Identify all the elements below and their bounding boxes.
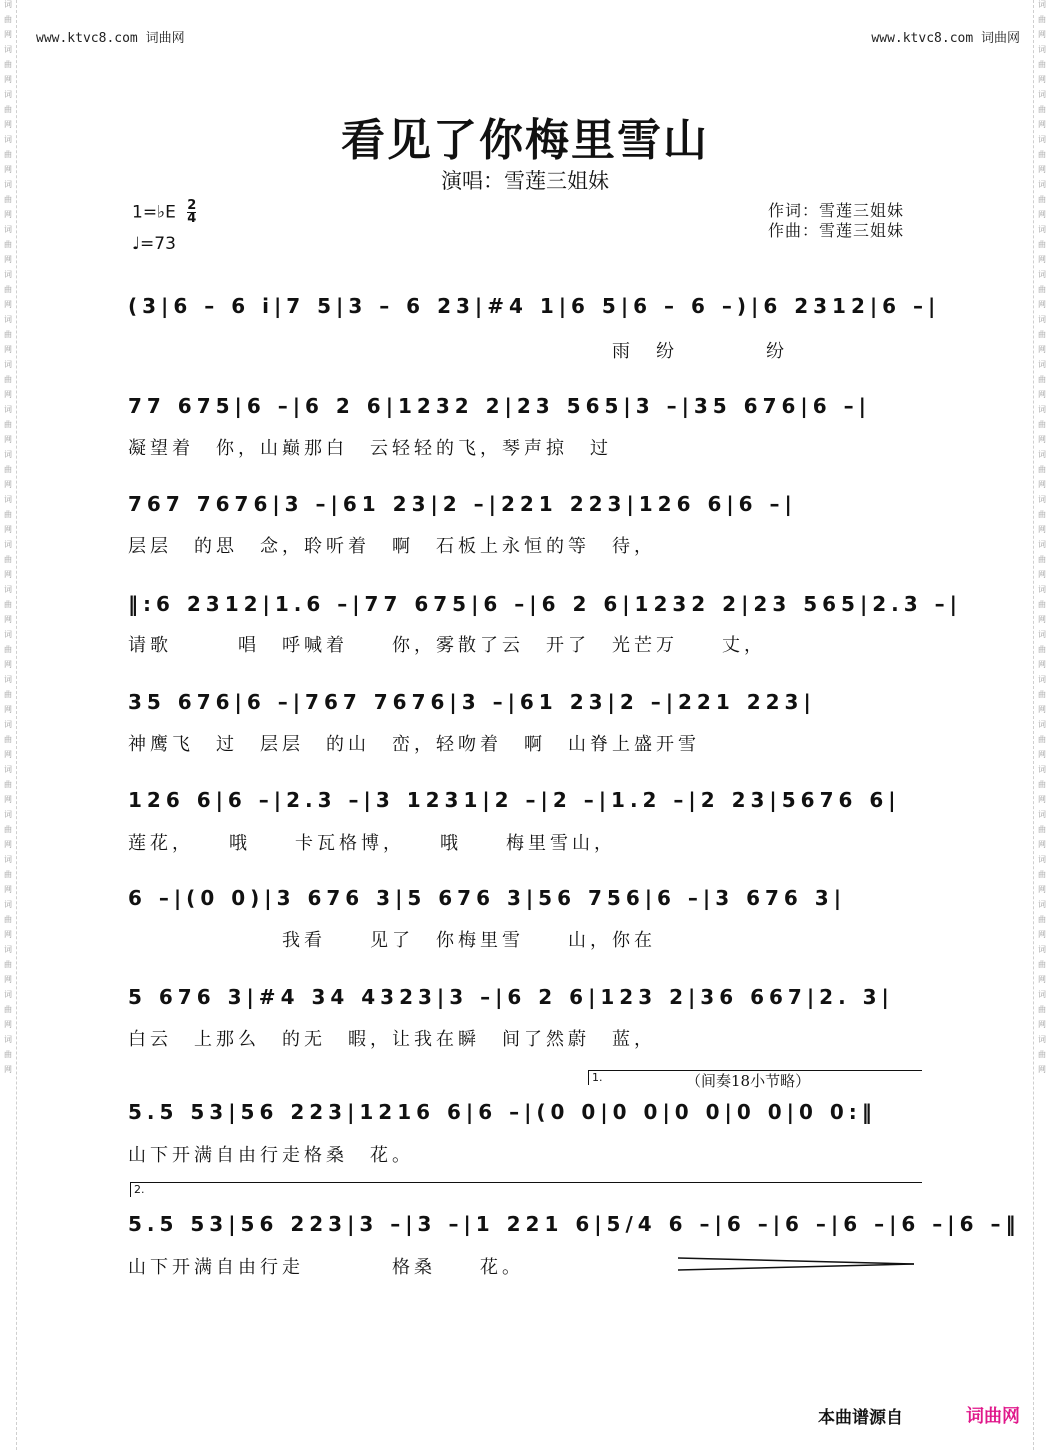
- score-line-9: 5.5 53|56 223|1216 6|6 –|(0 0|0 0|0 0|0 0|0 0:‖: [128, 1100, 877, 1124]
- score-line-7: 6 –|(0 0)|3 676 3|5 676 3|56 756|6 –|3 676 3|: [128, 886, 847, 910]
- lyric-line-10: 山下开满自由行走 格桑 花。: [128, 1257, 524, 1278]
- side-watermark-char: 曲: [4, 375, 12, 384]
- side-watermark-char: 曲: [1038, 1005, 1046, 1014]
- side-watermark-char: 曲: [1038, 600, 1046, 609]
- side-watermark-char: 曲: [4, 645, 12, 654]
- second-ending-bracket: [130, 1182, 922, 1197]
- side-watermark-char: 网: [1038, 210, 1046, 219]
- side-watermark-char: 曲: [1038, 555, 1046, 564]
- side-watermark-char: 网: [1038, 750, 1046, 759]
- side-watermark-char: 网: [4, 75, 12, 84]
- side-watermark-char: 网: [1038, 255, 1046, 264]
- lyric-line-3: 层层 的思 念，聆听着 啊 石板上永恒的等 待，: [128, 536, 656, 557]
- side-watermark-char: 曲: [1038, 105, 1046, 114]
- side-watermark-char: 网: [1038, 300, 1046, 309]
- song-singer: 演唱：雪莲三姐妹: [441, 169, 609, 193]
- lyric-line-4: 请歌 唱 呼喊着 你，雾散了云 开了 光芒万 丈，: [128, 635, 766, 656]
- side-watermark-char: 网: [1038, 840, 1046, 849]
- side-watermark-char: 曲: [1038, 330, 1046, 339]
- side-watermark-char: 词: [4, 270, 12, 279]
- side-watermark-char: 曲: [4, 870, 12, 879]
- footer-brand-link[interactable]: 词曲网: [966, 1406, 1020, 1427]
- side-watermark-char: 网: [4, 300, 12, 309]
- side-watermark-char: 网: [1038, 435, 1046, 444]
- side-watermark-char: 网: [4, 840, 12, 849]
- side-watermark-char: 曲: [1038, 645, 1046, 654]
- side-watermark-char: 曲: [4, 240, 12, 249]
- time-bottom: 4: [187, 211, 197, 226]
- side-watermark-char: 词: [1038, 720, 1046, 729]
- side-watermark-char: 网: [1038, 30, 1046, 39]
- lyric-line-7: 我看 见了 你梅里雪 山，你在: [128, 930, 656, 951]
- side-watermark-char: 曲: [1038, 420, 1046, 429]
- side-watermark-char: 词: [1038, 225, 1046, 234]
- score-line-1: (3|6 – 6 i|7 5|3 – 6 23|#4 1|6 5|6 – 6 –)|6 2312|6 –|: [128, 294, 941, 318]
- side-watermark-char: 词: [4, 135, 12, 144]
- side-watermark-char: 曲: [4, 420, 12, 429]
- side-watermark-char: 词: [1038, 360, 1046, 369]
- side-watermark-char: 曲: [4, 510, 12, 519]
- side-watermark-char: 曲: [1038, 735, 1046, 744]
- side-watermark-char: 词: [4, 0, 12, 9]
- side-watermark-char: 网: [4, 435, 12, 444]
- side-watermark-char: 网: [4, 525, 12, 534]
- score-line-3: 767 7676|3 –|61 23|2 –|221 223|126 6|6 –|: [128, 492, 797, 516]
- side-watermark-char: 词: [1038, 405, 1046, 414]
- side-watermark-char: 词: [1038, 180, 1046, 189]
- first-ending-label: 1.: [592, 1071, 603, 1084]
- side-watermark-char: 网: [1038, 165, 1046, 174]
- composer-credit: 作曲：雪莲三姐妹: [768, 221, 905, 240]
- side-watermark-char: 曲: [1038, 690, 1046, 699]
- side-watermark-char: 曲: [1038, 465, 1046, 474]
- interlude-note: （间奏18小节略）: [686, 1072, 811, 1090]
- side-watermark-char: 曲: [1038, 915, 1046, 924]
- side-watermark-char: 词: [4, 225, 12, 234]
- side-watermark-char: 词: [1038, 270, 1046, 279]
- side-watermark-char: 曲: [4, 1050, 12, 1059]
- side-watermark-char: 曲: [1038, 825, 1046, 834]
- side-watermark-char: 曲: [4, 600, 12, 609]
- side-watermark-char: 网: [1038, 1020, 1046, 1029]
- side-watermark-char: 网: [1038, 1065, 1046, 1074]
- side-watermark-char: 词: [1038, 0, 1046, 9]
- side-watermark-char: 网: [1038, 345, 1046, 354]
- side-watermark-char: 词: [1038, 450, 1046, 459]
- side-watermark-char: 词: [1038, 90, 1046, 99]
- lyric-line-9: 山下开满自由行走格桑 花。: [128, 1145, 414, 1166]
- side-watermark-char: 词: [4, 720, 12, 729]
- side-watermark-char: 网: [4, 1065, 12, 1074]
- side-watermark-char: 网: [1038, 930, 1046, 939]
- side-watermark-char: 词: [1038, 495, 1046, 504]
- side-watermark-char: 词: [1038, 765, 1046, 774]
- key-label: 1=♭E: [132, 202, 176, 223]
- side-watermark-char: 网: [4, 345, 12, 354]
- side-watermark-char: 词: [1038, 315, 1046, 324]
- side-watermark-char: 词: [4, 945, 12, 954]
- side-watermark-char: 词: [1038, 900, 1046, 909]
- side-watermark-char: 词: [4, 585, 12, 594]
- side-watermark-char: 曲: [4, 285, 12, 294]
- side-watermark-char: 词: [4, 675, 12, 684]
- side-watermark-char: 网: [4, 795, 12, 804]
- side-watermark-char: 曲: [4, 465, 12, 474]
- side-watermark-char: 网: [1038, 570, 1046, 579]
- side-watermark-char: 曲: [4, 690, 12, 699]
- side-watermark-char: 曲: [1038, 1050, 1046, 1059]
- side-watermark-char: 词: [4, 765, 12, 774]
- side-watermark-char: 词: [4, 1035, 12, 1044]
- score-line-4: ‖:6 2312|1.6 –|77 675|6 –|6 2 6|1232 2|23 565|2.3 –|: [128, 592, 962, 616]
- side-watermark-char: 词: [1038, 540, 1046, 549]
- side-watermark-char: 网: [4, 885, 12, 894]
- side-watermark-char: 词: [4, 855, 12, 864]
- side-watermark-char: 词: [4, 990, 12, 999]
- side-watermark-char: 曲: [1038, 285, 1046, 294]
- side-watermark-char: 词: [4, 450, 12, 459]
- tempo-mark: ♩=73: [132, 234, 176, 254]
- side-watermark-char: 词: [4, 630, 12, 639]
- side-watermark-char: 曲: [4, 780, 12, 789]
- side-watermark-char: 曲: [4, 825, 12, 834]
- side-watermark-char: 网: [4, 255, 12, 264]
- side-watermark-char: 网: [1038, 390, 1046, 399]
- side-watermark-char: 曲: [4, 15, 12, 24]
- side-watermark-char: 曲: [4, 1005, 12, 1014]
- lyric-line-8: 白云 上那么 的无 暇，让我在瞬 间了然蔚 蓝，: [128, 1029, 656, 1050]
- side-watermark-char: 网: [1038, 975, 1046, 984]
- side-watermark-char: 网: [4, 1020, 12, 1029]
- side-watermark-char: 网: [4, 750, 12, 759]
- side-watermark-char: 词: [1038, 945, 1046, 954]
- side-watermark-char: 词: [1038, 810, 1046, 819]
- score-line-6: 126 6|6 –|2.3 –|3 1231|2 –|2 –|1.2 –|2 23|5676 6|: [128, 788, 901, 812]
- side-watermark-char: 网: [4, 660, 12, 669]
- watermark-left: www.ktvc8.com 词曲网: [36, 31, 185, 46]
- side-watermark-char: 曲: [4, 60, 12, 69]
- side-watermark-char: 网: [4, 165, 12, 174]
- side-watermark-char: 网: [4, 615, 12, 624]
- side-watermark-char: 曲: [1038, 240, 1046, 249]
- side-watermark-char: 网: [4, 930, 12, 939]
- watermark-right: www.ktvc8.com 词曲网: [871, 31, 1020, 46]
- score-line-10: 5.5 53|56 223|3 –|3 –|1 221 6|5/4 6 –|6 –|6 –|6 –|6 –|6 –‖: [128, 1212, 1021, 1236]
- lyric-line-2: 凝望着 你，山巅那白 云轻轻的飞，琴声掠 过: [128, 438, 612, 459]
- time-signature: [187, 200, 196, 225]
- score-line-8: 5 676 3|#4 34 4323|3 –|6 2 6|123 2|36 667|2. 3|: [128, 985, 894, 1009]
- decrescendo-mark: [676, 1254, 916, 1274]
- side-watermark-char: 网: [4, 30, 12, 39]
- side-watermark-char: 网: [4, 975, 12, 984]
- side-watermark-char: 词: [4, 405, 12, 414]
- side-watermark-char: 网: [4, 570, 12, 579]
- side-watermark-char: 曲: [1038, 780, 1046, 789]
- side-watermark-char: 词: [1038, 45, 1046, 54]
- side-watermark-char: 曲: [4, 735, 12, 744]
- side-watermark-char: 曲: [4, 105, 12, 114]
- second-ending-label: 2.: [134, 1183, 145, 1196]
- side-watermark-char: 网: [1038, 75, 1046, 84]
- side-watermark-char: 曲: [1038, 150, 1046, 159]
- side-watermark-char: 网: [1038, 525, 1046, 534]
- side-watermark-char: 网: [1038, 120, 1046, 129]
- side-watermark-char: 网: [1038, 615, 1046, 624]
- side-watermark-char: 网: [4, 480, 12, 489]
- side-watermark-char: 词: [4, 900, 12, 909]
- side-watermark-char: 曲: [1038, 195, 1046, 204]
- song-title: 看见了你梅里雪山: [341, 115, 709, 166]
- side-watermark-char: 词: [1038, 990, 1046, 999]
- score-line-2: 77 675|6 –|6 2 6|1232 2|23 565|3 –|35 676|6 –|: [128, 394, 871, 418]
- side-watermark-char: 词: [4, 45, 12, 54]
- lyricist-credit: 作词：雪莲三姐妹: [768, 201, 905, 220]
- side-watermark-char: 曲: [1038, 15, 1046, 24]
- side-watermark-char: 词: [4, 90, 12, 99]
- lyric-line-1: 雨 纷 纷: [128, 341, 788, 362]
- side-watermark-char: 曲: [4, 960, 12, 969]
- left-watermark-strip: [0, 0, 17, 1450]
- side-watermark-char: 网: [4, 705, 12, 714]
- side-watermark-char: 曲: [4, 555, 12, 564]
- side-watermark-char: 词: [1038, 855, 1046, 864]
- side-watermark-char: 曲: [1038, 960, 1046, 969]
- side-watermark-char: 曲: [4, 195, 12, 204]
- side-watermark-char: 曲: [1038, 60, 1046, 69]
- key-signature: [132, 200, 196, 225]
- side-watermark-char: 网: [4, 210, 12, 219]
- side-watermark-char: 网: [1038, 480, 1046, 489]
- side-watermark-char: 网: [1038, 795, 1046, 804]
- side-watermark-char: 网: [1038, 885, 1046, 894]
- side-watermark-char: 词: [1038, 585, 1046, 594]
- side-watermark-char: 曲: [1038, 870, 1046, 879]
- side-watermark-char: 网: [4, 390, 12, 399]
- side-watermark-char: 词: [1038, 135, 1046, 144]
- side-watermark-char: 曲: [4, 915, 12, 924]
- side-watermark-char: 词: [4, 540, 12, 549]
- side-watermark-char: 网: [1038, 660, 1046, 669]
- side-watermark-char: 词: [1038, 675, 1046, 684]
- side-watermark-char: 曲: [4, 330, 12, 339]
- side-watermark-char: 曲: [1038, 510, 1046, 519]
- side-watermark-char: 词: [1038, 1035, 1046, 1044]
- score-line-5: 35 676|6 –|767 7676|3 –|61 23|2 –|221 223|: [128, 690, 816, 714]
- right-watermark-strip: [1033, 0, 1050, 1450]
- side-watermark-char: 网: [4, 120, 12, 129]
- side-watermark-char: 词: [1038, 630, 1046, 639]
- side-watermark-char: 网: [1038, 705, 1046, 714]
- footer-source: 本曲谱源自: [818, 1408, 903, 1428]
- lyric-line-6: 莲花， 哦 卡瓦格博， 哦 梅里雪山，: [128, 833, 616, 854]
- side-watermark-char: 曲: [4, 150, 12, 159]
- side-watermark-char: 词: [4, 810, 12, 819]
- side-watermark-char: 词: [4, 495, 12, 504]
- side-watermark-char: 曲: [1038, 375, 1046, 384]
- lyric-line-5: 神鹰飞 过 层层 的山 峦，轻吻着 啊 山脊上盛开雪: [128, 734, 700, 755]
- side-watermark-char: 词: [4, 180, 12, 189]
- time-top: 2: [187, 198, 197, 213]
- side-watermark-char: 词: [4, 360, 12, 369]
- side-watermark-char: 词: [4, 315, 12, 324]
